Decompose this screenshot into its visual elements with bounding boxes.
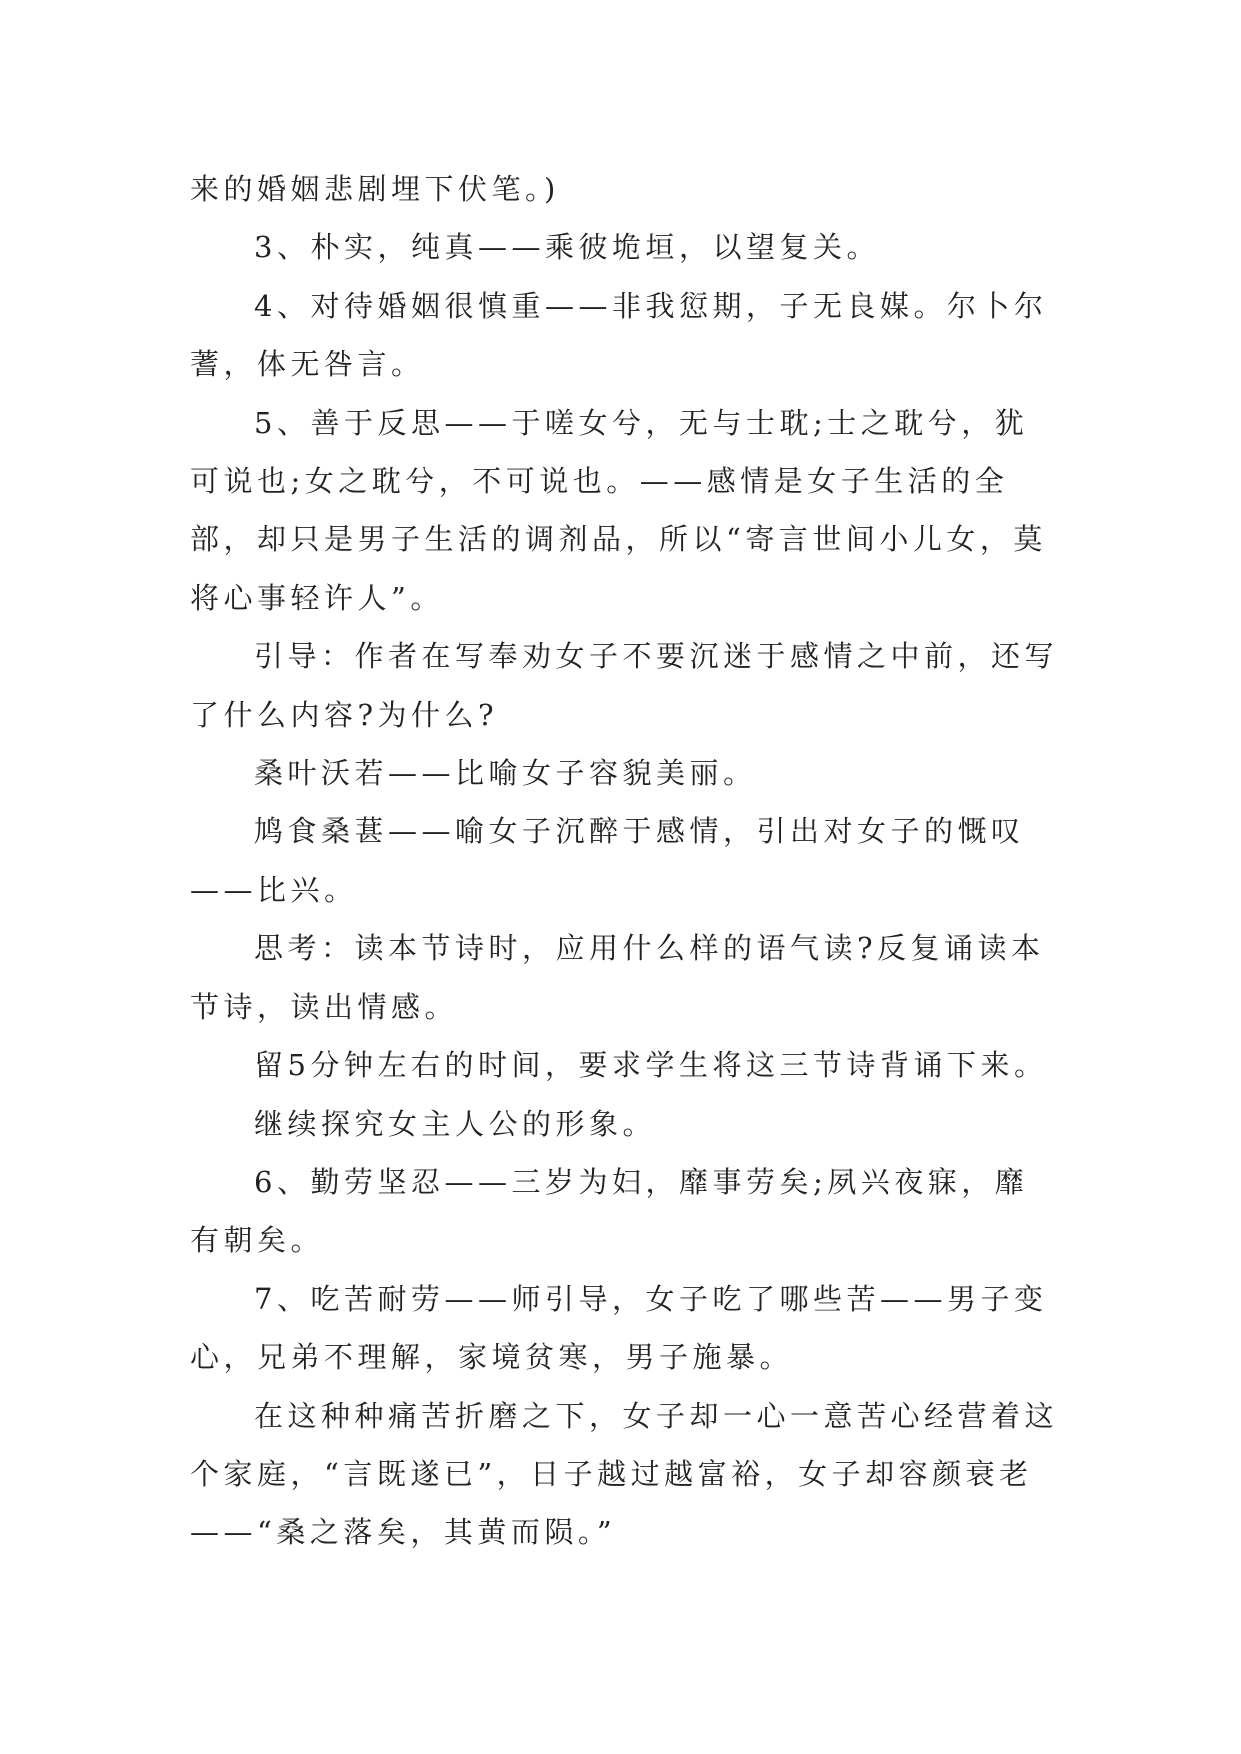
paragraph-6: 桑叶沃若——比喻女子容貌美丽。 [254, 756, 757, 791]
paragraph-10: 继续探究女主人公的形象。 [254, 1106, 657, 1141]
document-body [190, 160, 1060, 1562]
paragraph-2: 3、朴实，纯真——乘彼垝垣，以望复关。 [254, 230, 880, 265]
paragraph-5: 引导：作者在写奉劝女子不要沉迷于感情之中前，还写了什么内容?为什么? [190, 639, 1059, 732]
paragraph-3: 4、对待婚姻很慎重——非我愆期，子无良媒。尔卜尔蓍，体无咎言。 [190, 288, 1048, 382]
paragraph-8: 思考：读本节诗时，应用什么样的语气读?反复诵读本节诗，读出情感。 [190, 931, 1045, 1024]
paragraph-7: 鸠食桑葚——喻女子沉醉于感情，引出对女子的慨叹——比兴。 [190, 814, 1025, 907]
paragraph-9: 留5分钟左右的时间，要求学生将这三节诗背诵下来。 [254, 1048, 1048, 1083]
paragraph-12: 7、吃苦耐劳——师引导，女子吃了哪些苦——男子变心，兄弟不理解，家境贫寒，男子施暴。 [190, 1281, 1048, 1375]
paragraph-11: 6、勤劳坚忍——三岁为妇，靡事劳矣;夙兴夜寐，靡有朝矣。 [190, 1164, 1029, 1258]
paragraph-1: 来的婚姻悲剧埋下伏笔。) [190, 172, 560, 206]
paragraph-4: 5、善于反思——于嗟女兮，无与士耽;士之耽兮，犹可说也;女之耽兮，不可说也。——感情是女子生活的全部，却只是男子生活的调剂品，所以“寄言世间小儿女，莫将心事轻许人”。 [190, 405, 1047, 615]
paragraph-13: 在这种种痛苦折磨之下，女子却一心一意苦心经营着这个家庭，“言既遂已”，日子越过越富裕，女子却容颜衰老——“桑之落矣，其黄而陨。” [190, 1398, 1059, 1550]
